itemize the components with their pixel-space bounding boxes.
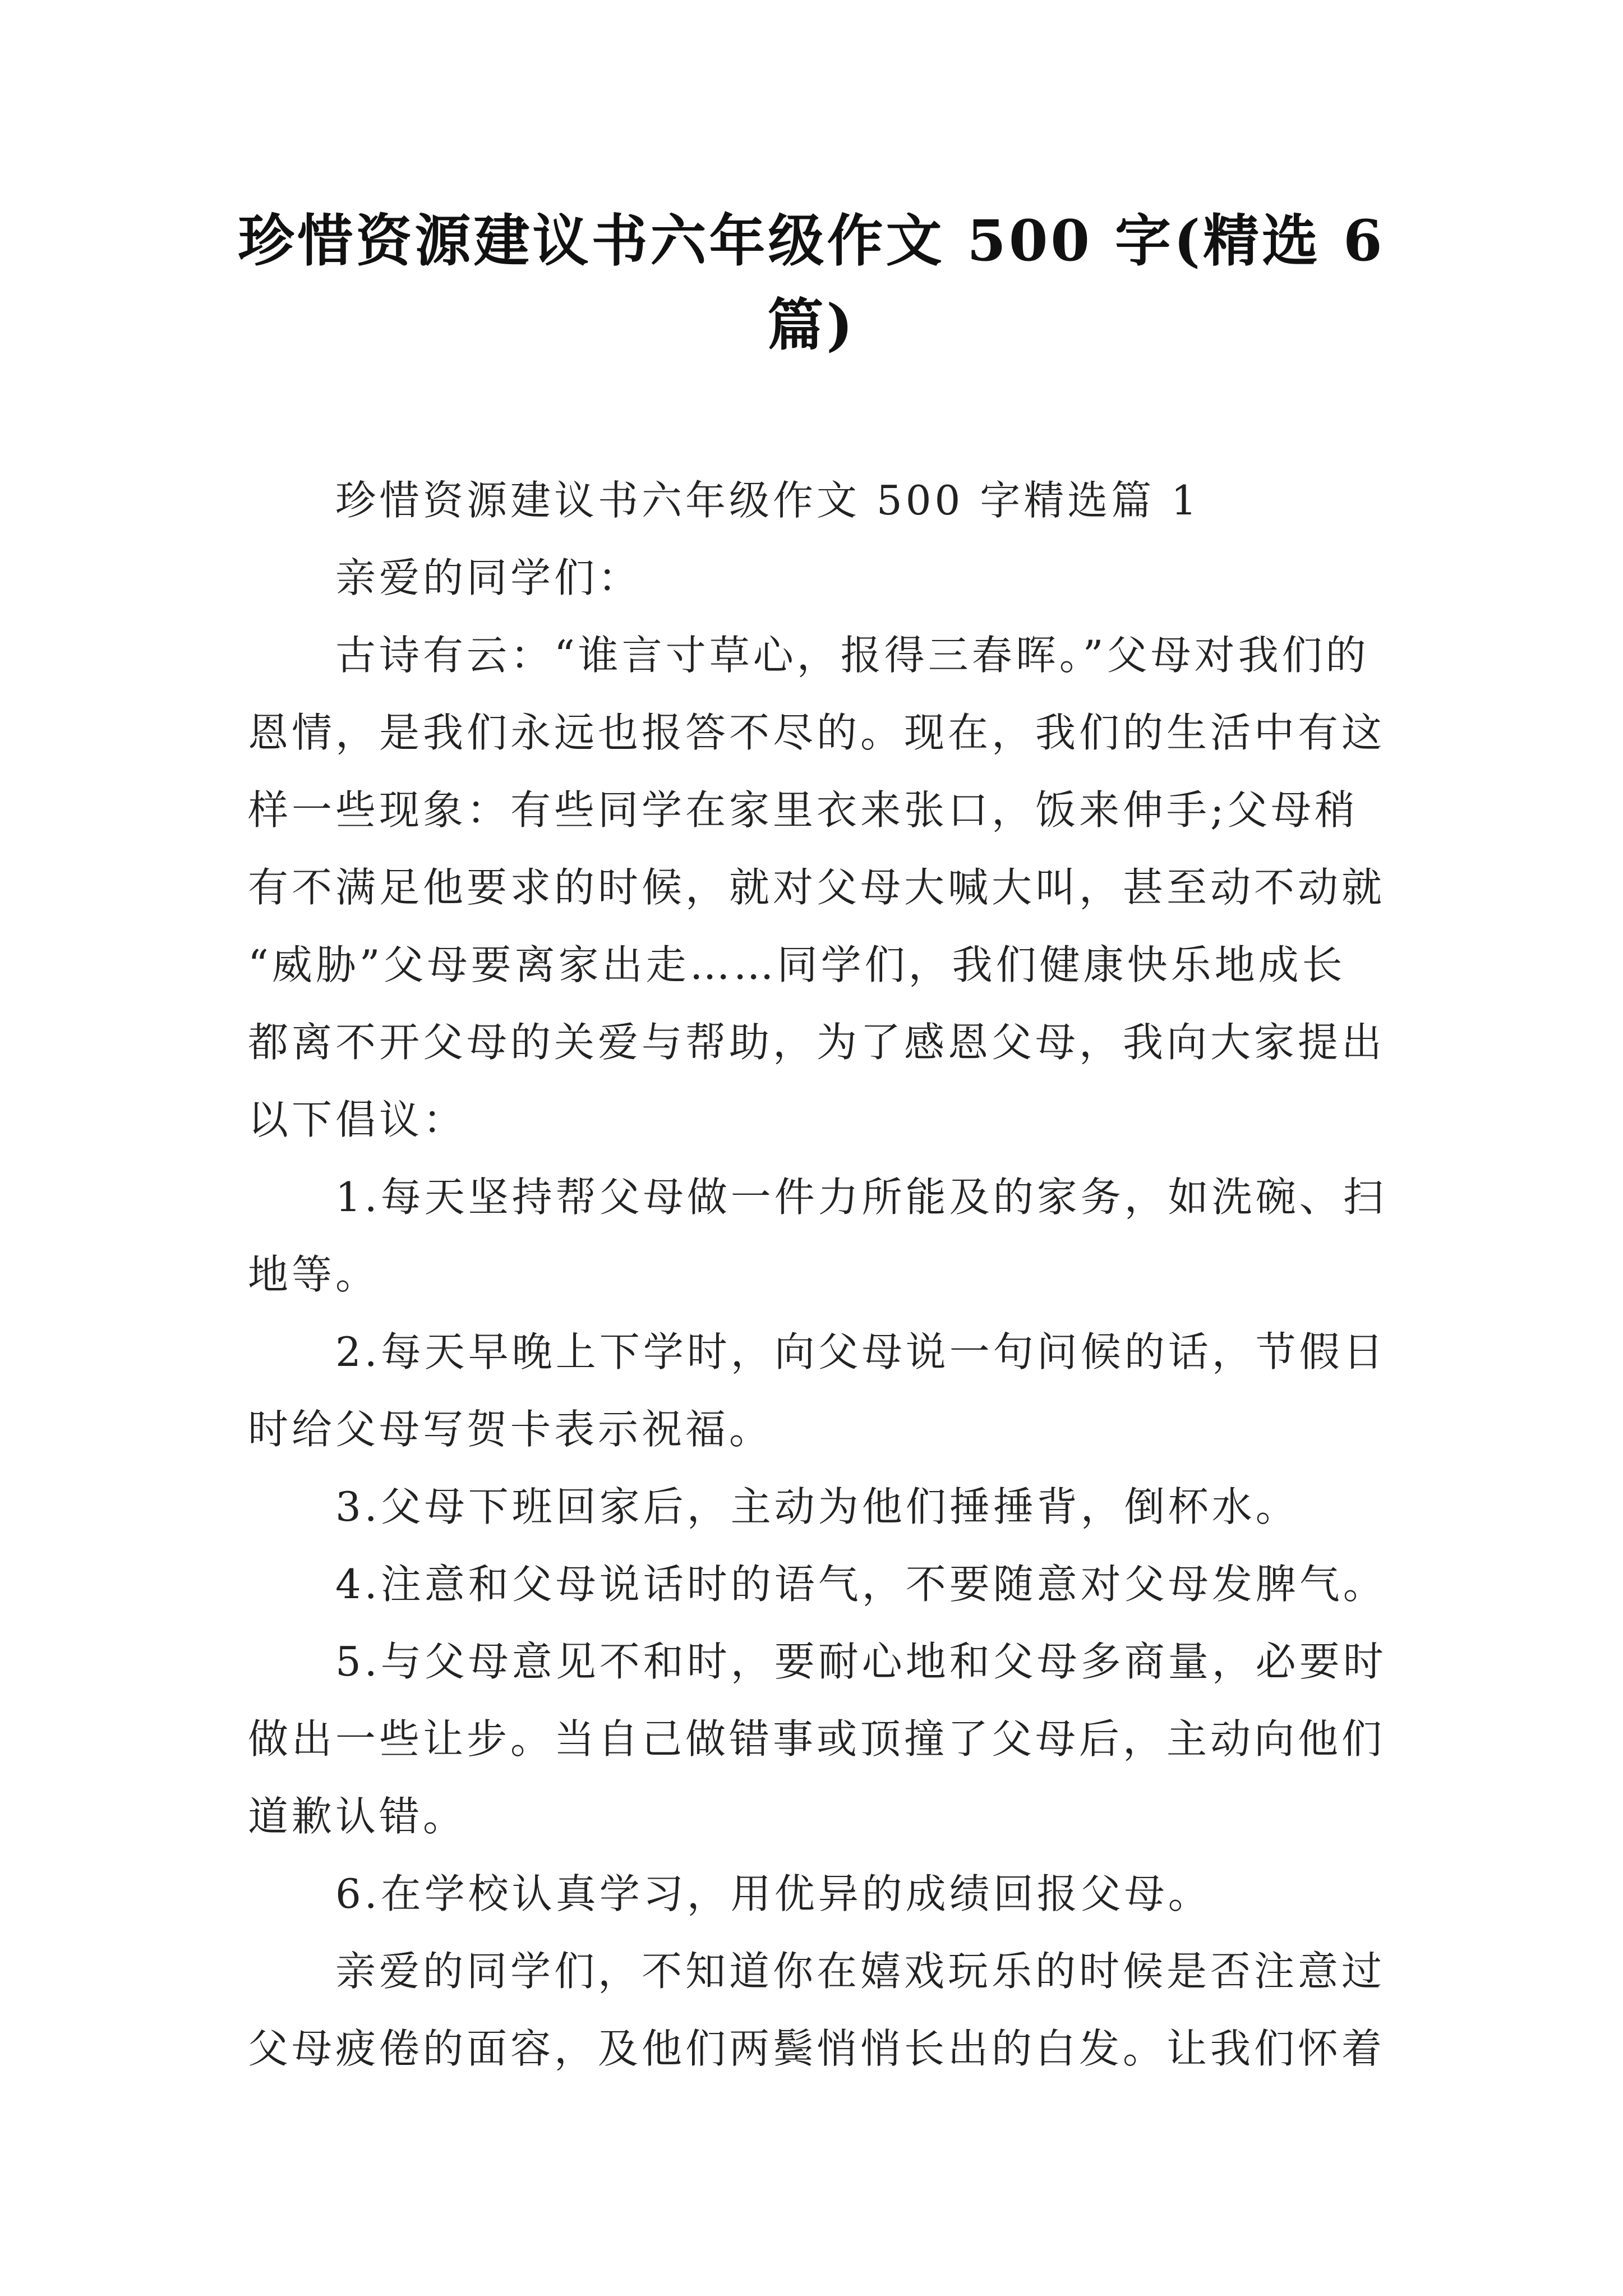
salutation: [248, 539, 1426, 616]
paragraph-line: 4.注意和父母说话时的语气，不要随意对父母发脾气。: [335, 1561, 1387, 1608]
list-item: [248, 1623, 1426, 1855]
paragraph: [248, 1932, 1426, 2087]
paragraph-line: 地等。: [248, 1251, 380, 1298]
list-item: [248, 1313, 1426, 1468]
paragraph-line: “威胁”父母要离家出走……同学们，我们健康快乐地成长: [248, 941, 1346, 988]
paragraph-line: 做出一些让步。当自己做错事或顶撞了父母后，主动向他们: [248, 1715, 1386, 1763]
paragraph-line: 珍惜资源建议书六年级作文 500 字精选篇 1: [335, 477, 1200, 524]
paragraph-line: 有不满足他要求的时候，就对父母大喊大叫，甚至动不动就: [248, 864, 1386, 911]
list-item: [248, 1545, 1426, 1623]
paragraph-line: 古诗有云：“谁言寸草心，报得三春晖。”父母对我们的: [335, 632, 1370, 679]
paragraph-line: 6.在学校认真学习，用优异的成绩回报父母。: [335, 1870, 1212, 1917]
paragraph-line: 道歉认错。: [248, 1793, 467, 1840]
title-line: 珍惜资源建议书六年级作文 500 字(精选 6: [238, 208, 1385, 274]
paragraph-line: 父母疲倦的面容，及他们两鬓悄悄长出的白发。让我们怀着: [248, 2025, 1386, 2072]
paragraph-line: 1.每天坚持帮父母做一件力所能及的家务，如洗碗、扫: [335, 1174, 1387, 1221]
paragraph-line: 样一些现象：有些同学在家里衣来张口，饭来伸手;父母稍: [248, 786, 1359, 834]
paragraph-line: 亲爱的同学们：: [335, 554, 642, 601]
section-heading: [248, 462, 1426, 539]
list-item: [248, 1468, 1426, 1545]
paragraph-line: 时给父母写贺卡表示祝福。: [248, 1406, 773, 1453]
paragraph-line: 亲爱的同学们，不知道你在嬉戏玩乐的时候是否注意过: [335, 1948, 1386, 1995]
paragraph-line: 3.父母下班回家后，主动为他们捶捶背，倒杯水。: [335, 1483, 1299, 1530]
paragraph: [248, 616, 1426, 1158]
title-line: 篇): [767, 292, 856, 358]
paragraph-line: 以下倡议：: [248, 1096, 467, 1143]
document-body: [248, 462, 1426, 2087]
paragraph-line: 恩情，是我们永远也报答不尽的。现在，我们的生活中有这: [248, 709, 1386, 756]
paragraph-line: 5.与父母意见不和时，要耐心地和父母多商量，必要时: [335, 1638, 1387, 1685]
list-item: [248, 1855, 1426, 1932]
document-title: [0, 199, 1623, 367]
paragraph-line: 2.每天早晚上下学时，向父母说一句问候的话，节假日: [335, 1328, 1387, 1375]
paragraph-line: 都离不开父母的关爱与帮助，为了感恩父母，我向大家提出: [248, 1019, 1386, 1066]
list-item: [248, 1158, 1426, 1313]
